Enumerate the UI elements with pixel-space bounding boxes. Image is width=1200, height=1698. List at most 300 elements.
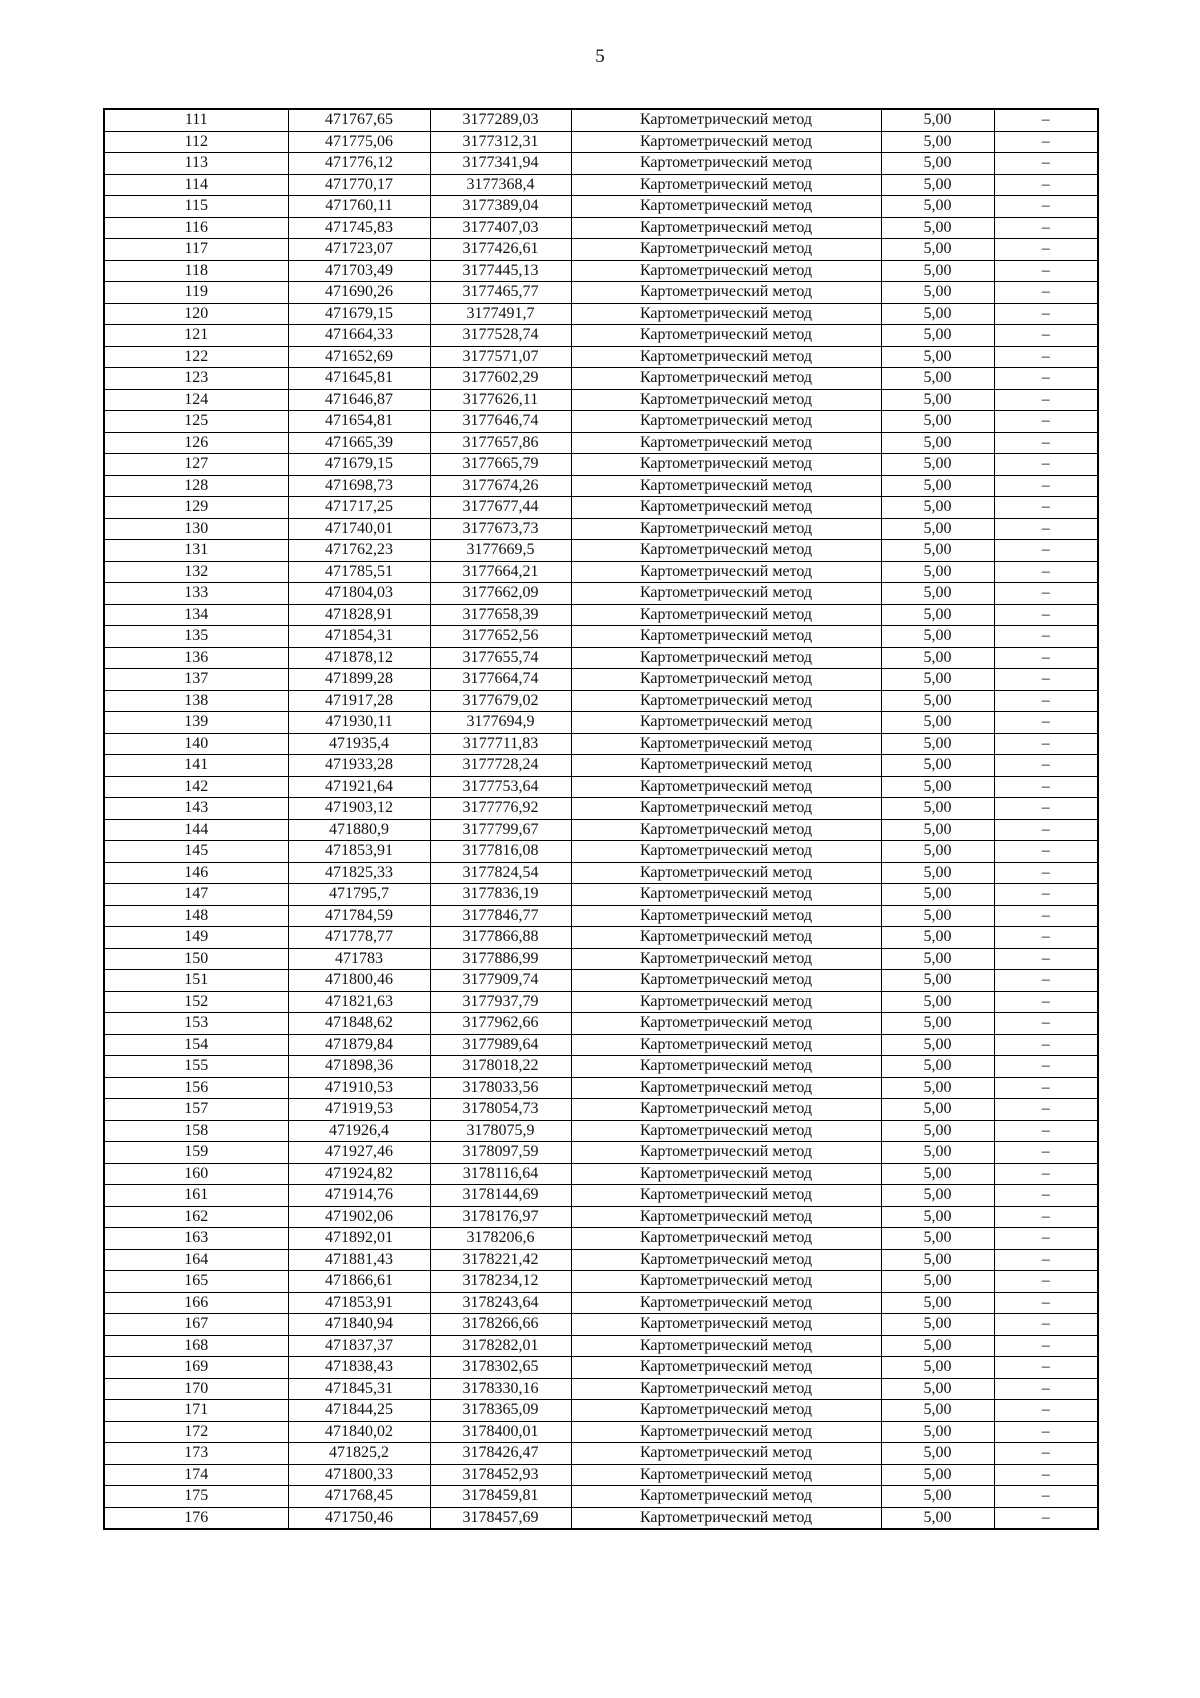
point-number-cell: 176 (104, 1507, 288, 1529)
accuracy-cell: 5,00 (881, 690, 994, 712)
accuracy-cell: 5,00 (881, 1443, 994, 1465)
accuracy-cell: 5,00 (881, 1335, 994, 1357)
y-coordinate-cell: 3177677,44 (430, 497, 571, 519)
method-cell: Картометрический метод (571, 1163, 881, 1185)
x-coordinate-cell: 471776,12 (288, 153, 430, 175)
accuracy-cell: 5,00 (881, 368, 994, 390)
description-cell: – (994, 325, 1098, 347)
point-number-cell: 138 (104, 690, 288, 712)
table-row (104, 432, 1098, 454)
point-number-cell: 159 (104, 1142, 288, 1164)
y-coordinate-cell: 3177962,66 (430, 1013, 571, 1035)
y-coordinate-cell: 3178221,42 (430, 1249, 571, 1271)
table-row (104, 1142, 1098, 1164)
y-coordinate-cell: 3177694,9 (430, 712, 571, 734)
method-cell: Картометрический метод (571, 862, 881, 884)
y-coordinate-cell: 3177652,56 (430, 626, 571, 648)
table-row (104, 497, 1098, 519)
description-cell: – (994, 841, 1098, 863)
description-cell: – (994, 712, 1098, 734)
x-coordinate-cell: 471762,23 (288, 540, 430, 562)
y-coordinate-cell: 3177937,79 (430, 991, 571, 1013)
x-coordinate-cell: 471838,43 (288, 1357, 430, 1379)
table-row (104, 518, 1098, 540)
accuracy-cell: 5,00 (881, 325, 994, 347)
table-row (104, 647, 1098, 669)
description-cell: – (994, 626, 1098, 648)
method-cell: Картометрический метод (571, 905, 881, 927)
point-number-cell: 125 (104, 411, 288, 433)
method-cell: Картометрический метод (571, 1378, 881, 1400)
method-cell: Картометрический метод (571, 841, 881, 863)
y-coordinate-cell: 3177989,64 (430, 1034, 571, 1056)
table-row (104, 948, 1098, 970)
description-cell: – (994, 153, 1098, 175)
description-cell: – (994, 518, 1098, 540)
y-coordinate-cell: 3178075,9 (430, 1120, 571, 1142)
point-number-cell: 166 (104, 1292, 288, 1314)
x-coordinate-cell: 471821,63 (288, 991, 430, 1013)
x-coordinate-cell: 471845,31 (288, 1378, 430, 1400)
accuracy-cell: 5,00 (881, 1077, 994, 1099)
table-row (104, 1185, 1098, 1207)
table-row (104, 1077, 1098, 1099)
accuracy-cell: 5,00 (881, 604, 994, 626)
x-coordinate-cell: 471778,77 (288, 927, 430, 949)
x-coordinate-cell: 471645,81 (288, 368, 430, 390)
x-coordinate-cell: 471853,91 (288, 1292, 430, 1314)
method-cell: Картометрический метод (571, 174, 881, 196)
accuracy-cell: 5,00 (881, 1292, 994, 1314)
table-row (104, 1486, 1098, 1508)
point-number-cell: 134 (104, 604, 288, 626)
point-number-cell: 161 (104, 1185, 288, 1207)
accuracy-cell: 5,00 (881, 841, 994, 863)
x-coordinate-cell: 471880,9 (288, 819, 430, 841)
description-cell: – (994, 690, 1098, 712)
x-coordinate-cell: 471750,46 (288, 1507, 430, 1529)
method-cell: Картометрический метод (571, 239, 881, 261)
point-number-cell: 145 (104, 841, 288, 863)
method-cell: Картометрический метод (571, 1228, 881, 1250)
point-number-cell: 155 (104, 1056, 288, 1078)
accuracy-cell: 5,00 (881, 1099, 994, 1121)
point-number-cell: 158 (104, 1120, 288, 1142)
x-coordinate-cell: 471902,06 (288, 1206, 430, 1228)
accuracy-cell: 5,00 (881, 948, 994, 970)
y-coordinate-cell: 3177491,7 (430, 303, 571, 325)
accuracy-cell: 5,00 (881, 196, 994, 218)
description-cell: – (994, 1400, 1098, 1422)
y-coordinate-cell: 3177368,4 (430, 174, 571, 196)
accuracy-cell: 5,00 (881, 927, 994, 949)
accuracy-cell: 5,00 (881, 411, 994, 433)
x-coordinate-cell: 471703,49 (288, 260, 430, 282)
table-row (104, 1271, 1098, 1293)
method-cell: Картометрический метод (571, 1486, 881, 1508)
table-row (104, 1249, 1098, 1271)
table-row (104, 991, 1098, 1013)
table-row (104, 1292, 1098, 1314)
description-cell: – (994, 1292, 1098, 1314)
table-row (104, 282, 1098, 304)
method-cell: Картометрический метод (571, 1400, 881, 1422)
description-cell: – (994, 561, 1098, 583)
table-row (104, 819, 1098, 841)
x-coordinate-cell: 471903,12 (288, 798, 430, 820)
y-coordinate-cell: 3177776,92 (430, 798, 571, 820)
x-coordinate-cell: 471825,2 (288, 1443, 430, 1465)
method-cell: Картометрический метод (571, 497, 881, 519)
description-cell: – (994, 540, 1098, 562)
table-row (104, 884, 1098, 906)
method-cell: Картометрический метод (571, 1013, 881, 1035)
accuracy-cell: 5,00 (881, 647, 994, 669)
x-coordinate-cell: 471933,28 (288, 755, 430, 777)
table-row (104, 690, 1098, 712)
y-coordinate-cell: 3177664,74 (430, 669, 571, 691)
method-cell: Картометрический метод (571, 1142, 881, 1164)
accuracy-cell: 5,00 (881, 109, 994, 131)
table-row (104, 196, 1098, 218)
method-cell: Картометрический метод (571, 1185, 881, 1207)
x-coordinate-cell: 471690,26 (288, 282, 430, 304)
y-coordinate-cell: 3177407,03 (430, 217, 571, 239)
description-cell: – (994, 1314, 1098, 1336)
x-coordinate-cell: 471760,11 (288, 196, 430, 218)
y-coordinate-cell: 3177824,54 (430, 862, 571, 884)
point-number-cell: 169 (104, 1357, 288, 1379)
method-cell: Картометрический метод (571, 1077, 881, 1099)
y-coordinate-cell: 3177669,5 (430, 540, 571, 562)
y-coordinate-cell: 3177657,86 (430, 432, 571, 454)
y-coordinate-cell: 3177426,61 (430, 239, 571, 261)
y-coordinate-cell: 3177646,74 (430, 411, 571, 433)
y-coordinate-cell: 3178097,59 (430, 1142, 571, 1164)
point-number-cell: 131 (104, 540, 288, 562)
description-cell: – (994, 174, 1098, 196)
y-coordinate-cell: 3178144,69 (430, 1185, 571, 1207)
method-cell: Картометрический метод (571, 819, 881, 841)
table-row (104, 475, 1098, 497)
table-row (104, 1378, 1098, 1400)
accuracy-cell: 5,00 (881, 1185, 994, 1207)
x-coordinate-cell: 471879,84 (288, 1034, 430, 1056)
x-coordinate-cell: 471665,39 (288, 432, 430, 454)
description-cell: – (994, 432, 1098, 454)
method-cell: Картометрический метод (571, 927, 881, 949)
accuracy-cell: 5,00 (881, 819, 994, 841)
table-row (104, 862, 1098, 884)
x-coordinate-cell: 471919,53 (288, 1099, 430, 1121)
accuracy-cell: 5,00 (881, 1400, 994, 1422)
y-coordinate-cell: 3177836,19 (430, 884, 571, 906)
y-coordinate-cell: 3178452,93 (430, 1464, 571, 1486)
point-number-cell: 119 (104, 282, 288, 304)
table-row (104, 1163, 1098, 1185)
accuracy-cell: 5,00 (881, 1271, 994, 1293)
table-row (104, 303, 1098, 325)
method-cell: Картометрический метод (571, 755, 881, 777)
description-cell: – (994, 282, 1098, 304)
method-cell: Картометрический метод (571, 540, 881, 562)
x-coordinate-cell: 471844,25 (288, 1400, 430, 1422)
accuracy-cell: 5,00 (881, 1378, 994, 1400)
method-cell: Картометрический метод (571, 1507, 881, 1529)
description-cell: – (994, 991, 1098, 1013)
y-coordinate-cell: 3177389,04 (430, 196, 571, 218)
point-number-cell: 142 (104, 776, 288, 798)
method-cell: Картометрический метод (571, 712, 881, 734)
point-number-cell: 157 (104, 1099, 288, 1121)
x-coordinate-cell: 471898,36 (288, 1056, 430, 1078)
table-row (104, 1335, 1098, 1357)
accuracy-cell: 5,00 (881, 1142, 994, 1164)
point-number-cell: 149 (104, 927, 288, 949)
point-number-cell: 150 (104, 948, 288, 970)
x-coordinate-cell: 471914,76 (288, 1185, 430, 1207)
description-cell: – (994, 1077, 1098, 1099)
x-coordinate-cell: 471804,03 (288, 583, 430, 605)
description-cell: – (994, 389, 1098, 411)
x-coordinate-cell: 471679,15 (288, 454, 430, 476)
method-cell: Картометрический метод (571, 1271, 881, 1293)
description-cell: – (994, 776, 1098, 798)
y-coordinate-cell: 3178426,47 (430, 1443, 571, 1465)
point-number-cell: 146 (104, 862, 288, 884)
y-coordinate-cell: 3177664,21 (430, 561, 571, 583)
method-cell: Картометрический метод (571, 1249, 881, 1271)
accuracy-cell: 5,00 (881, 131, 994, 153)
x-coordinate-cell: 471825,33 (288, 862, 430, 884)
y-coordinate-cell: 3178018,22 (430, 1056, 571, 1078)
accuracy-cell: 5,00 (881, 1163, 994, 1185)
table-row (104, 604, 1098, 626)
table-row (104, 1421, 1098, 1443)
table-row (104, 626, 1098, 648)
method-cell: Картометрический метод (571, 733, 881, 755)
method-cell: Картометрический метод (571, 282, 881, 304)
table-row (104, 927, 1098, 949)
point-number-cell: 165 (104, 1271, 288, 1293)
y-coordinate-cell: 3177571,07 (430, 346, 571, 368)
accuracy-cell: 5,00 (881, 583, 994, 605)
point-number-cell: 137 (104, 669, 288, 691)
point-number-cell: 141 (104, 755, 288, 777)
description-cell: – (994, 819, 1098, 841)
table-row (104, 1400, 1098, 1422)
point-number-cell: 143 (104, 798, 288, 820)
description-cell: – (994, 948, 1098, 970)
point-number-cell: 129 (104, 497, 288, 519)
method-cell: Картометрический метод (571, 303, 881, 325)
method-cell: Картометрический метод (571, 669, 881, 691)
method-cell: Картометрический метод (571, 991, 881, 1013)
description-cell: – (994, 1163, 1098, 1185)
description-cell: – (994, 604, 1098, 626)
table-row (104, 1357, 1098, 1379)
point-number-cell: 120 (104, 303, 288, 325)
point-number-cell: 151 (104, 970, 288, 992)
x-coordinate-cell: 471795,7 (288, 884, 430, 906)
x-coordinate-cell: 471921,64 (288, 776, 430, 798)
description-cell: – (994, 239, 1098, 261)
point-number-cell: 113 (104, 153, 288, 175)
y-coordinate-cell: 3177799,67 (430, 819, 571, 841)
accuracy-cell: 5,00 (881, 497, 994, 519)
method-cell: Картометрический метод (571, 109, 881, 131)
point-number-cell: 168 (104, 1335, 288, 1357)
y-coordinate-cell: 3177289,03 (430, 109, 571, 131)
table-row (104, 131, 1098, 153)
method-cell: Картометрический метод (571, 454, 881, 476)
y-coordinate-cell: 3177909,74 (430, 970, 571, 992)
method-cell: Картометрический метод (571, 1292, 881, 1314)
method-cell: Картометрический метод (571, 1357, 881, 1379)
table-row (104, 776, 1098, 798)
method-cell: Картометрический метод (571, 1099, 881, 1121)
accuracy-cell: 5,00 (881, 1314, 994, 1336)
table-row (104, 454, 1098, 476)
x-coordinate-cell: 471853,91 (288, 841, 430, 863)
y-coordinate-cell: 3177673,73 (430, 518, 571, 540)
table-row (104, 174, 1098, 196)
point-number-cell: 116 (104, 217, 288, 239)
method-cell: Картометрический метод (571, 604, 881, 626)
point-number-cell: 167 (104, 1314, 288, 1336)
description-cell: – (994, 905, 1098, 927)
point-number-cell: 118 (104, 260, 288, 282)
point-number-cell: 135 (104, 626, 288, 648)
y-coordinate-cell: 3177341,94 (430, 153, 571, 175)
table-row (104, 239, 1098, 261)
table-row (104, 411, 1098, 433)
y-coordinate-cell: 3177866,88 (430, 927, 571, 949)
x-coordinate-cell: 471930,11 (288, 712, 430, 734)
table-row (104, 1507, 1098, 1529)
y-coordinate-cell: 3177655,74 (430, 647, 571, 669)
accuracy-cell: 5,00 (881, 561, 994, 583)
table-row (104, 1120, 1098, 1142)
x-coordinate-cell: 471854,31 (288, 626, 430, 648)
description-cell: – (994, 669, 1098, 691)
method-cell: Картометрический метод (571, 432, 881, 454)
table-row (104, 1034, 1098, 1056)
point-number-cell: 126 (104, 432, 288, 454)
description-cell: – (994, 260, 1098, 282)
accuracy-cell: 5,00 (881, 303, 994, 325)
method-cell: Картометрический метод (571, 1421, 881, 1443)
description-cell: – (994, 1378, 1098, 1400)
point-number-cell: 139 (104, 712, 288, 734)
method-cell: Картометрический метод (571, 153, 881, 175)
x-coordinate-cell: 471652,69 (288, 346, 430, 368)
x-coordinate-cell: 471723,07 (288, 239, 430, 261)
x-coordinate-cell: 471745,83 (288, 217, 430, 239)
description-cell: – (994, 1099, 1098, 1121)
y-coordinate-cell: 3178459,81 (430, 1486, 571, 1508)
table-row (104, 368, 1098, 390)
point-number-cell: 124 (104, 389, 288, 411)
x-coordinate-cell: 471800,33 (288, 1464, 430, 1486)
description-cell: – (994, 454, 1098, 476)
point-number-cell: 121 (104, 325, 288, 347)
method-cell: Картометрический метод (571, 690, 881, 712)
description-cell: – (994, 1486, 1098, 1508)
point-number-cell: 147 (104, 884, 288, 906)
y-coordinate-cell: 3178400,01 (430, 1421, 571, 1443)
x-coordinate-cell: 471892,01 (288, 1228, 430, 1250)
description-cell: – (994, 217, 1098, 239)
y-coordinate-cell: 3177728,24 (430, 755, 571, 777)
x-coordinate-cell: 471927,46 (288, 1142, 430, 1164)
description-cell: – (994, 475, 1098, 497)
y-coordinate-cell: 3177626,11 (430, 389, 571, 411)
y-coordinate-cell: 3178033,56 (430, 1077, 571, 1099)
description-cell: – (994, 1185, 1098, 1207)
description-cell: – (994, 1228, 1098, 1250)
description-cell: – (994, 196, 1098, 218)
method-cell: Картометрический метод (571, 1443, 881, 1465)
accuracy-cell: 5,00 (881, 1206, 994, 1228)
method-cell: Картометрический метод (571, 970, 881, 992)
x-coordinate-cell: 471924,82 (288, 1163, 430, 1185)
method-cell: Картометрический метод (571, 1120, 881, 1142)
y-coordinate-cell: 3178206,6 (430, 1228, 571, 1250)
accuracy-cell: 5,00 (881, 970, 994, 992)
x-coordinate-cell: 471881,43 (288, 1249, 430, 1271)
description-cell: – (994, 1421, 1098, 1443)
table-row (104, 905, 1098, 927)
table-row (104, 260, 1098, 282)
point-number-cell: 174 (104, 1464, 288, 1486)
accuracy-cell: 5,00 (881, 174, 994, 196)
description-cell: – (994, 109, 1098, 131)
x-coordinate-cell: 471917,28 (288, 690, 430, 712)
x-coordinate-cell: 471784,59 (288, 905, 430, 927)
method-cell: Картометрический метод (571, 1034, 881, 1056)
point-number-cell: 171 (104, 1400, 288, 1422)
x-coordinate-cell: 471646,87 (288, 389, 430, 411)
accuracy-cell: 5,00 (881, 1249, 994, 1271)
y-coordinate-cell: 3177312,31 (430, 131, 571, 153)
description-cell: – (994, 1142, 1098, 1164)
x-coordinate-cell: 471840,94 (288, 1314, 430, 1336)
y-coordinate-cell: 3177465,77 (430, 282, 571, 304)
y-coordinate-cell: 3178176,97 (430, 1206, 571, 1228)
description-cell: – (994, 411, 1098, 433)
point-number-cell: 153 (104, 1013, 288, 1035)
point-number-cell: 175 (104, 1486, 288, 1508)
table-row (104, 1013, 1098, 1035)
description-cell: – (994, 1335, 1098, 1357)
accuracy-cell: 5,00 (881, 1486, 994, 1508)
method-cell: Картометрический метод (571, 884, 881, 906)
x-coordinate-cell: 471654,81 (288, 411, 430, 433)
accuracy-cell: 5,00 (881, 905, 994, 927)
description-cell: – (994, 647, 1098, 669)
method-cell: Картометрический метод (571, 217, 881, 239)
y-coordinate-cell: 3178302,65 (430, 1357, 571, 1379)
accuracy-cell: 5,00 (881, 1464, 994, 1486)
accuracy-cell: 5,00 (881, 1034, 994, 1056)
accuracy-cell: 5,00 (881, 346, 994, 368)
table-row (104, 798, 1098, 820)
x-coordinate-cell: 471848,62 (288, 1013, 430, 1035)
accuracy-cell: 5,00 (881, 282, 994, 304)
accuracy-cell: 5,00 (881, 475, 994, 497)
table-row (104, 217, 1098, 239)
